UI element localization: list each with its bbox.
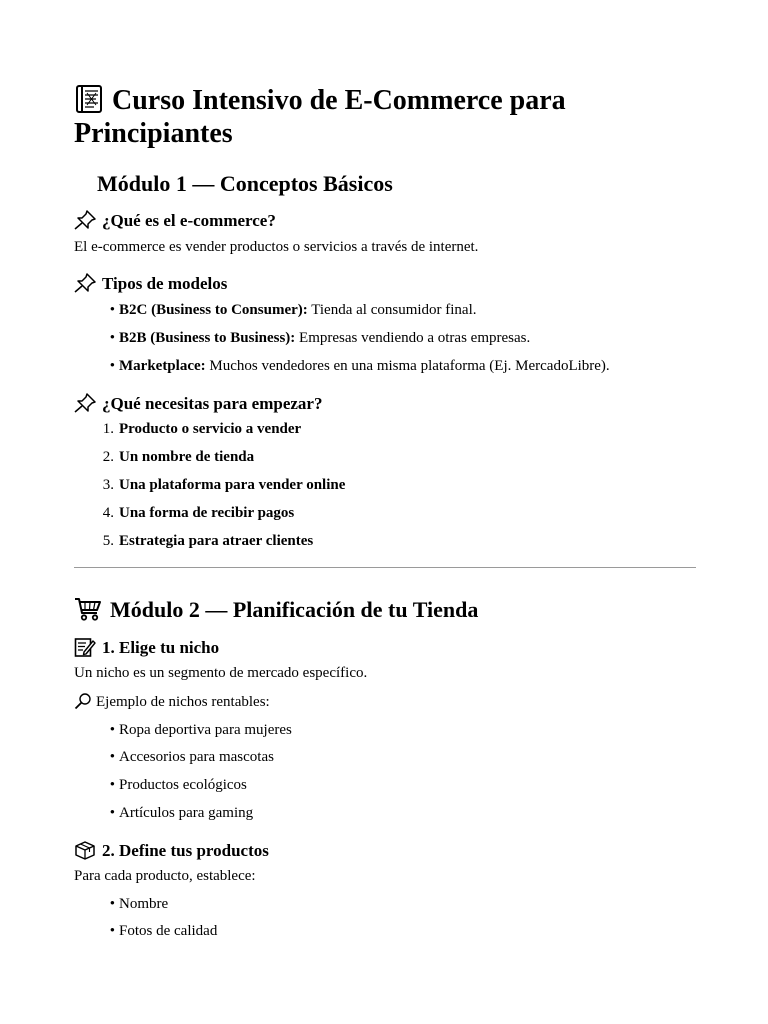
page-title [74, 84, 696, 150]
section-tipos-heading [74, 273, 227, 294]
numbered-item [102, 420, 302, 438]
list-item-desc: Muchos vendedores en una misma plataforma (Ej. MercadoLibre). [209, 358, 610, 374]
bullet-marker: • [109, 923, 115, 939]
bullet-marker: • [109, 896, 115, 912]
pushpin-icon [74, 210, 96, 230]
memo-icon [74, 637, 96, 657]
list-item-term: Marketplace: [119, 358, 206, 374]
numbered-item-text: Estrategia para atraer clientes [119, 533, 314, 549]
section-heading-text: ¿Qué es el e-commerce? [102, 211, 276, 230]
list-item-text: Accesorios para mascotas [119, 749, 274, 765]
list-item [109, 329, 531, 347]
list-item-text: Fotos de calidad [119, 923, 218, 939]
package-icon [74, 840, 96, 860]
numbered-item-text: Un nombre de tienda [119, 449, 255, 465]
list-item [109, 776, 247, 794]
bullet-marker: • [109, 777, 115, 793]
list-item-text: Productos ecológicos [119, 777, 247, 793]
numbered-item [102, 504, 295, 522]
list-item-term: B2C (Business to Consumer): [119, 302, 308, 318]
module2-heading [74, 596, 478, 623]
numbered-item [102, 532, 314, 550]
pushpin-icon [74, 273, 96, 293]
bullet-marker: • [109, 722, 115, 738]
list-item [109, 357, 610, 375]
number-marker: 3. [102, 477, 114, 493]
number-marker: 1. [102, 421, 114, 437]
list-item [109, 721, 292, 739]
list-item [109, 748, 274, 766]
section-necesitas-heading [74, 393, 322, 414]
numbered-item-text: Una forma de recibir pagos [119, 505, 295, 521]
section-heading-text: Tipos de modelos [102, 274, 228, 293]
list-item [109, 301, 477, 319]
paragraph: El e-commerce es vender productos o servicios a través de internet. [74, 239, 479, 255]
numbered-item-text: Una plataforma para vender online [119, 477, 346, 493]
number-marker: 4. [102, 505, 114, 521]
list-item [109, 922, 218, 940]
page-title-text: Curso Intensivo de E-Commerce para Principiantes [74, 85, 566, 149]
shopping-cart-icon [74, 596, 102, 622]
number-marker: 5. [102, 533, 114, 549]
paragraph: Un nicho es un segmento de mercado específico. [74, 665, 368, 681]
section-heading-text: ¿Qué necesitas para empezar? [102, 394, 323, 413]
list-item [109, 895, 169, 913]
pushpin-icon [74, 393, 96, 413]
numbered-item-text: Producto o servicio a vender [119, 421, 302, 437]
example-label-text: Ejemplo de nichos rentables: [96, 694, 270, 710]
bullet-marker: • [109, 330, 115, 346]
section-nicho-heading [74, 637, 219, 658]
bullet-marker: • [109, 749, 115, 765]
horizontal-divider [74, 567, 696, 568]
bullet-marker: • [109, 358, 115, 374]
list-item-text: Ropa deportiva para mujeres [119, 722, 292, 738]
section-productos-heading [74, 840, 269, 861]
numbered-item [102, 476, 346, 494]
paragraph: Para cada producto, establece: [74, 868, 256, 884]
list-item-term: B2B (Business to Business): [119, 330, 296, 346]
module2-heading-text: Módulo 2 — Planificación de tu Tienda [110, 597, 479, 622]
list-item [109, 804, 254, 822]
list-item-text: Artículos para gaming [119, 805, 254, 821]
module1-heading: Módulo 1 — Conceptos Básicos [97, 171, 393, 196]
section-que-es-heading [74, 210, 276, 231]
number-marker: 2. [102, 449, 114, 465]
bullet-marker: • [109, 805, 115, 821]
list-item-text: Nombre [119, 896, 169, 912]
section-heading-text: 1. Elige tu nicho [102, 638, 220, 657]
example-label [74, 692, 270, 711]
numbered-item [102, 448, 255, 466]
list-item-desc: Empresas vendiendo a otras empresas. [299, 330, 531, 346]
list-item-desc: Tienda al consumidor final. [311, 302, 477, 318]
bullet-marker: • [109, 302, 115, 318]
magnifier-icon [74, 692, 92, 710]
book-icon [74, 84, 104, 114]
section-heading-text: 2. Define tus productos [102, 841, 269, 860]
